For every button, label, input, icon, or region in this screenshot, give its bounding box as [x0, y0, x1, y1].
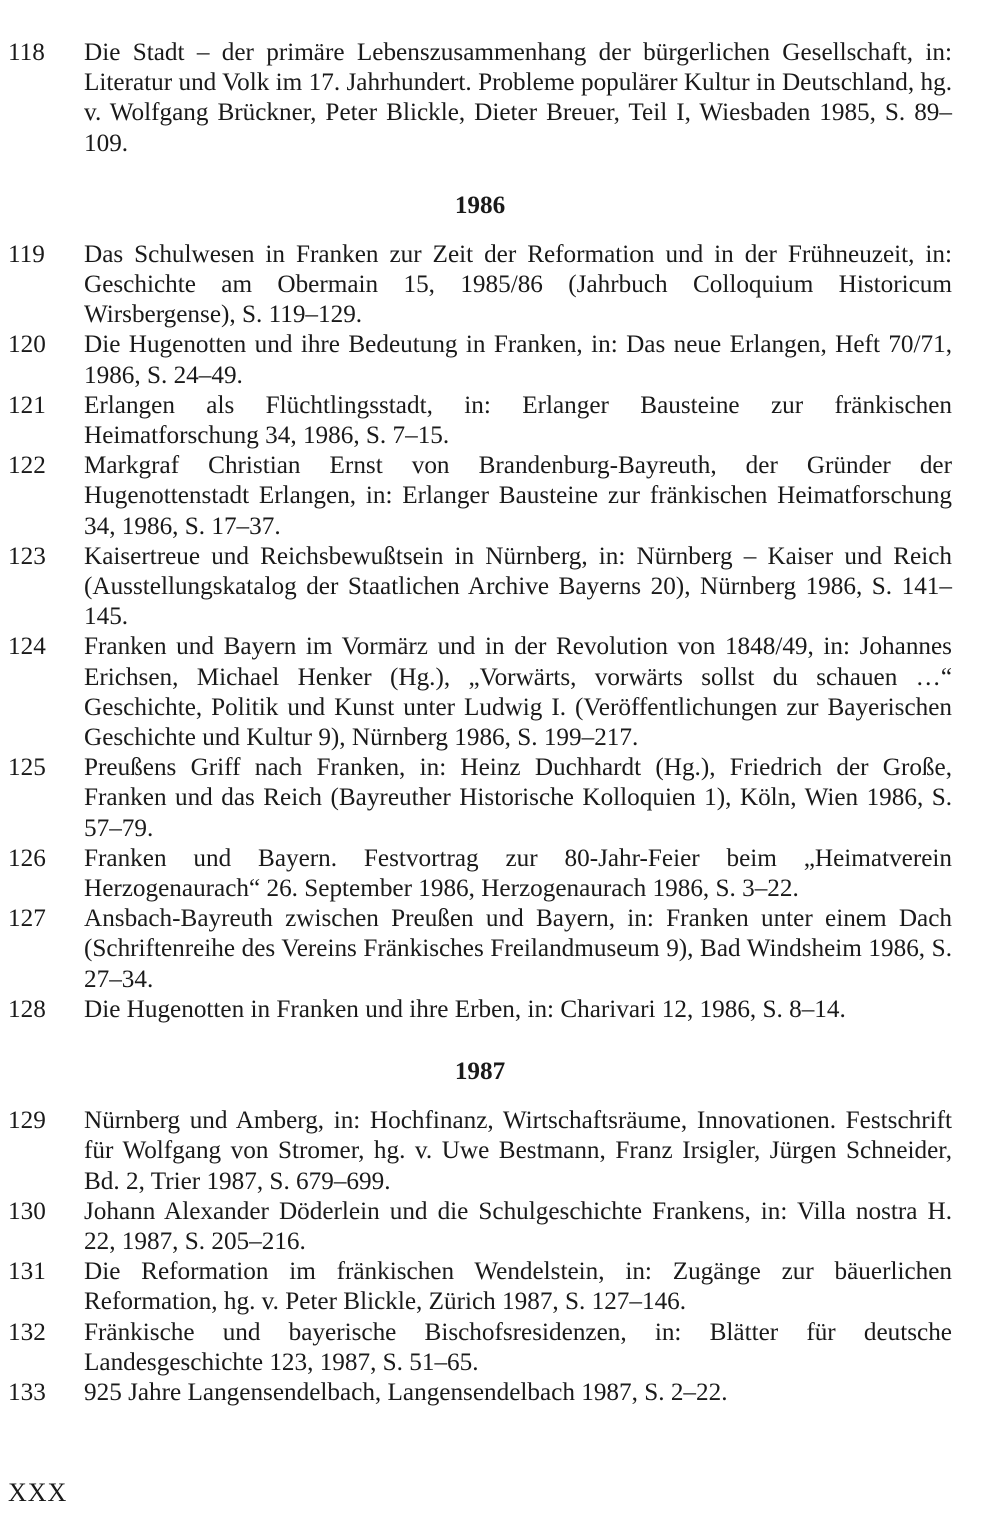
entry-text: Markgraf Christian Ernst von Brandenburg-Bayreuth, der Gründer der Hugenottenstadt Erlangen, in: Erlanger Bausteine zur fränkischen Heimatforschung 34, 1986, S. 17–37. — [84, 452, 952, 540]
entry-number: 125 — [8, 754, 46, 782]
entry-text: Franken und Bayern. Festvortrag zur 80-Jahr-Feier beim „Heimatverein Herzogenaurach“ 26. September 1986, Herzogenaurach 1986, S. 3–22. — [84, 844, 952, 903]
bibliography-entry — [8, 542, 952, 633]
entry-text: Preußens Griff nach Franken, in: Heinz Duchhardt (Hg.), Friedrich der Große, Franken und das Reich (Bayreuther Historische Kolloquien 1), Köln, Wien 1986, S. 57–79. — [84, 754, 952, 842]
entry-number: 127 — [8, 905, 46, 933]
bibliography-entry — [8, 1197, 952, 1257]
entry-text: Das Schulwesen in Franken zur Zeit der Reformation und in der Frühneuzeit, in: Geschichte am Obermain 15, 1985/86 (Jahrbuch Colloquium Historicum Wirsbergense), S. 119–129. — [84, 240, 952, 329]
entry-text: Die Stadt – der primäre Lebenszusammenhang der bürgerlichen Gesellschaft, in: Literatur und Volk im 17. Jahrhundert. Probleme populärer Kultur in Deutschland, hg. v. Wolfgang Brückner, Peter Blickle, Dieter Breuer, Teil I, Wiesbaden 1985, S. 89–109. — [84, 39, 952, 157]
entry-number: 120 — [8, 331, 46, 359]
entry-number: 129 — [8, 1107, 46, 1135]
entry-text: Die Hugenotten und ihre Bedeutung in Franken, in: Das neue Erlangen, Heft 70/71, 1986, S. 24–49. — [84, 331, 952, 389]
bibliography-entry — [8, 1378, 952, 1408]
entry-number: 133 — [8, 1378, 46, 1406]
bibliography-entry — [8, 632, 952, 753]
entry-number: 123 — [8, 542, 46, 570]
entry-number: 132 — [8, 1318, 46, 1346]
bibliography-entry — [8, 1106, 952, 1197]
bibliography-entry — [8, 844, 952, 904]
entry-text: Die Reformation im fränkischen Wendelstein, in: Zugänge zur bäuerlichen Reformation, hg. v. Peter Blickle, Zürich 1987, S. 127–146. — [84, 1258, 952, 1316]
bibliography-entry — [8, 1257, 952, 1317]
bibliography-entry — [8, 330, 952, 390]
entry-number: 119 — [8, 240, 45, 268]
entry-text: Erlangen als Flüchtlingsstadt, in: Erlanger Bausteine zur fränkischen Heimatforschung 34, 1986, S. 7–15. — [84, 391, 952, 450]
bibliography-entry — [8, 995, 952, 1025]
entry-number: 118 — [8, 39, 45, 66]
entry-number: 122 — [8, 452, 46, 480]
entry-number: 130 — [8, 1197, 46, 1225]
entry-text: Ansbach-Bayreuth zwischen Preußen und Bayern, in: Franken unter einem Dach (Schriftenreihe des Vereins Fränkisches Freilandmuseum 9), Bad Windsheim 1986, S. 27–34. — [84, 905, 952, 993]
bibliography-entry — [8, 753, 952, 844]
bibliography-entry — [8, 391, 952, 451]
page-folio: XXX — [8, 1478, 68, 1507]
entry-number: 124 — [8, 633, 46, 661]
entry-text: Fränkische und bayerische Bischofsresidenzen, in: Blätter für deutsche Landesgeschichte 123, 1987, S. 51–65. — [84, 1318, 952, 1376]
entry-text: Die Hugenotten in Franken und ihre Erben, in: Charivari 12, 1986, S. 8–14. — [84, 995, 846, 1023]
entry-text: Nürnberg und Amberg, in: Hochfinanz, Wirtschaftsräume, Innovationen. Festschrift für Wolfgang von Stromer, hg. v. Uwe Bestmann, Franz Irsigler, Jürgen Schneider, Bd. 2, Trier 1987, S. 679–699. — [84, 1107, 952, 1195]
entry-text: Kaisertreue und Reichsbewußtsein in Nürnberg, in: Nürnberg – Kaiser und Reich (Ausstellungskatalog der Staatlichen Archive Bayerns 20), Nürnberg 1986, S. 141–145. — [84, 542, 952, 631]
year-heading: 1987 — [454, 1058, 506, 1086]
bibliography-entry — [8, 451, 952, 542]
bibliography-entry — [8, 904, 952, 995]
bibliography-list — [8, 38, 952, 1408]
bibliography-entry — [8, 38, 952, 159]
entry-number: 121 — [8, 391, 46, 419]
entry-number: 128 — [8, 995, 46, 1023]
year-heading: 1986 — [454, 191, 506, 219]
bibliography-entry — [8, 240, 952, 331]
bibliography-entry — [8, 1318, 952, 1378]
entry-number: 131 — [8, 1258, 46, 1286]
entry-number: 126 — [8, 844, 46, 872]
entry-text: 925 Jahre Langensendelbach, Langensendelbach 1987, S. 2–22. — [84, 1378, 728, 1406]
entry-text: Johann Alexander Döderlein und die Schulgeschichte Frankens, in: Villa nostra H. 22, 1987, S. 205–216. — [84, 1197, 952, 1255]
entry-text: Franken und Bayern im Vormärz und in der Revolution von 1848/49, in: Johannes Erichsen, Michael Henker (Hg.), „Vorwärts, vorwärts sollst du schauen …“ Geschichte, Politik und Kunst unter Ludwig I. (Veröffentlichungen zur Bayerischen Geschichte und Kultur 9), Nürnberg 1986, S. 199–217. — [84, 633, 952, 752]
